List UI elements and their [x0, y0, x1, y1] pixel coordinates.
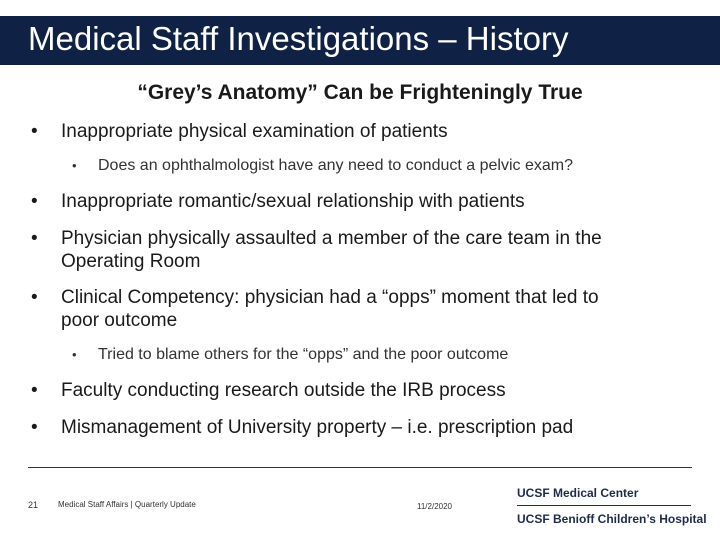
- sub-bullet-marker: •: [72, 347, 77, 362]
- sub-bullet-item: [72, 345, 509, 365]
- slide-subtitle: “Grey’s Anatomy” Can be Frighteningly True: [137, 81, 583, 104]
- bullet-text: Faculty conducting research outside the IRB process: [61, 380, 506, 401]
- footer-date: 11/2/2020: [417, 502, 452, 511]
- bullet-item: [31, 286, 599, 332]
- bullet-text-line-2: Operating Room: [61, 251, 201, 272]
- sub-bullet-marker: •: [72, 158, 77, 173]
- sub-bullet-item: [72, 156, 573, 176]
- bullet-item: [31, 379, 506, 402]
- bullet-item: [31, 227, 602, 273]
- logo-divider: [517, 505, 691, 506]
- footer-divider: [28, 467, 692, 468]
- logo-childrens-hospital: UCSF Benioff Children’s Hospital: [517, 512, 707, 526]
- logo-medical-center: UCSF Medical Center: [517, 486, 639, 500]
- bullet-marker: •: [31, 121, 38, 142]
- bullet-text: Inappropriate physical examination of patients: [61, 121, 448, 142]
- sub-bullet-text: Tried to blame others for the “opps” and the poor outcome: [98, 346, 509, 363]
- page-number: 21: [28, 500, 39, 510]
- sub-bullet-text: Does an ophthalmologist have any need to conduct a pelvic exam?: [98, 157, 573, 174]
- title-bar: [0, 16, 720, 65]
- bullet-text: Mismanagement of University property – i.e. prescription pad: [61, 417, 574, 438]
- footer-text: Medical Staff Affairs | Quarterly Update: [58, 500, 196, 509]
- bullet-item: [31, 416, 574, 439]
- bullet-item: [31, 190, 525, 213]
- bullet-marker: •: [31, 417, 38, 438]
- bullet-item: [31, 120, 448, 143]
- bullet-text-line-1: Physician physically assaulted a member of the care team in the: [61, 228, 602, 249]
- bullet-text: Inappropriate romantic/sexual relationship with patients: [61, 191, 525, 212]
- bullet-marker: •: [31, 228, 38, 249]
- slide-title: Medical Staff Investigations – History: [28, 20, 569, 57]
- bullet-text-line-2: poor outcome: [61, 310, 178, 331]
- bullet-marker: •: [31, 191, 38, 212]
- bullet-marker: •: [31, 380, 38, 401]
- bullet-text-line-1: Clinical Competency: physician had a “opps” moment that led to: [61, 287, 599, 308]
- bullet-marker: •: [31, 287, 38, 308]
